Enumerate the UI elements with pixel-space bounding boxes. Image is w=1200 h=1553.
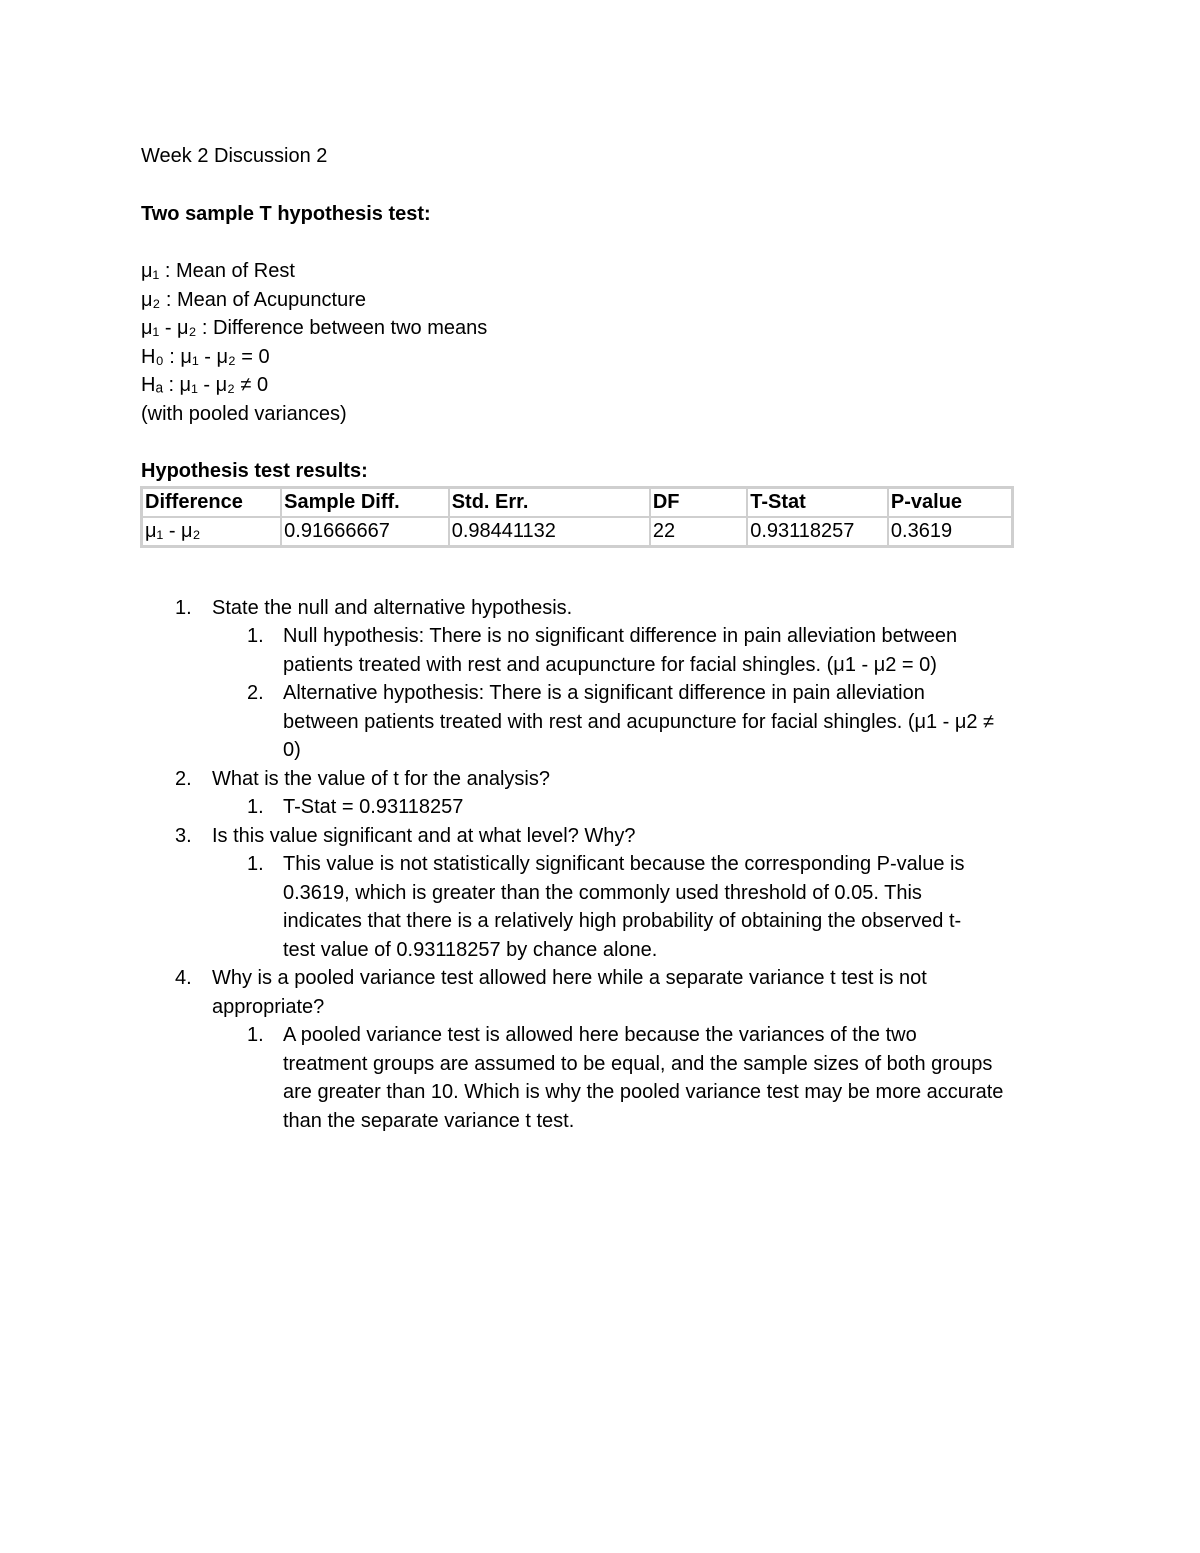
- question-item: [141, 964, 1061, 1135]
- pooled-variances-note: (with pooled variances): [141, 402, 347, 425]
- question-item: [141, 822, 1061, 965]
- answers-list: [212, 1021, 1061, 1135]
- alternative-hypothesis-definition: Hₐ : μ₁ - μ₂ ≠ 0: [141, 374, 269, 396]
- answers-list: [212, 850, 1061, 964]
- questions-list: [141, 594, 1061, 1136]
- answer-line: A pooled variance test is allowed here because the variances of the two: [283, 1024, 917, 1046]
- question-number: 1.: [175, 596, 192, 619]
- question-text: Why is a pooled variance test allowed here while a separate variance t test is not: [212, 967, 927, 989]
- answer-line: 0.3619, which is greater than the commonly used threshold of 0.05. This: [283, 881, 922, 904]
- test-heading: Two sample T hypothesis test:: [141, 202, 431, 225]
- answer-line: between patients treated with rest and acupuncture for facial shingles. (μ1 - μ2 ≠: [283, 710, 995, 733]
- answer-number: 1.: [247, 796, 264, 818]
- table-cell: 22: [650, 517, 747, 547]
- question-text: appropriate?: [212, 995, 325, 1018]
- answer-number: 2.: [247, 682, 264, 704]
- answer-line: than the separate variance t test.: [283, 1109, 575, 1132]
- table-cell: 0.93118257: [747, 517, 888, 547]
- definition-mu1: μ₁ : Mean of Rest: [141, 260, 295, 282]
- results-heading: Hypothesis test results:: [141, 460, 368, 482]
- table-header-cell: P-value: [888, 487, 1013, 517]
- answers-list: [212, 793, 1061, 822]
- answers-list: [212, 622, 1061, 765]
- answer-item: [212, 1021, 1061, 1135]
- table-cell: 0.98441132: [449, 517, 650, 547]
- results-table: [140, 486, 1014, 548]
- null-hypothesis-definition: H₀ : μ₁ - μ₂ = 0: [141, 345, 270, 368]
- answer-item: [212, 850, 1061, 964]
- question-item: [141, 594, 1061, 765]
- table-header-cell: Difference: [142, 487, 282, 517]
- question-text: State the null and alternative hypothesis.: [212, 596, 573, 619]
- answer-item: [212, 679, 1061, 765]
- answer-number: 1.: [247, 853, 264, 875]
- answer-line: Alternative hypothesis: There is a significant difference in pain alleviation: [283, 682, 925, 704]
- table-cell: 0.3619: [888, 517, 1013, 547]
- table-header-cell: DF: [650, 487, 747, 517]
- document-page: [141, 142, 1061, 1135]
- table-header-cell: Sample Diff.: [281, 487, 449, 517]
- answer-item: [212, 793, 1061, 822]
- answer-line: test value of 0.93118257 by chance alone.: [283, 938, 658, 961]
- answer-number: 1.: [247, 1024, 264, 1046]
- answer-number: 1.: [247, 625, 264, 647]
- answer-line: This value is not statistically significant because the corresponding P-value is: [283, 853, 965, 875]
- table-cell: μ₁ - μ₂: [142, 517, 282, 547]
- answer-line: patients treated with rest and acupuncture for facial shingles. (μ1 - μ2 = 0): [283, 653, 937, 676]
- answer-item: [212, 622, 1061, 679]
- definition-mu2: μ₂ : Mean of Acupuncture: [141, 288, 366, 311]
- table-header-cell: Std. Err.: [449, 487, 650, 517]
- definition-difference: μ₁ - μ₂ : Difference between two means: [141, 317, 488, 339]
- table-header-row: [142, 487, 1013, 517]
- answer-line: are greater than 10. Which is why the pooled variance test may be more accurate: [283, 1081, 1004, 1103]
- question-text: What is the value of t for the analysis?: [212, 767, 550, 790]
- question-number: 3.: [175, 824, 192, 847]
- answer-line: indicates that there is a relatively high probability of obtaining the observed t-: [283, 910, 962, 932]
- table-header-cell: T-Stat: [747, 487, 888, 517]
- question-item: [141, 765, 1061, 822]
- answer-line: treatment groups are assumed to be equal, and the sample sizes of both groups: [283, 1052, 993, 1075]
- table-row: [142, 517, 1013, 547]
- question-number: 4.: [175, 967, 192, 989]
- table-cell: 0.91666667: [281, 517, 449, 547]
- question-text: Is this value significant and at what level? Why?: [212, 824, 636, 847]
- answer-line: T-Stat = 0.93118257: [283, 796, 464, 818]
- question-number: 2.: [175, 767, 192, 790]
- answer-line: Null hypothesis: There is no significant difference in pain alleviation between: [283, 625, 958, 647]
- document-title: Week 2 Discussion 2: [141, 145, 328, 167]
- definitions-block: [141, 257, 1061, 428]
- answer-line: 0): [283, 739, 301, 761]
